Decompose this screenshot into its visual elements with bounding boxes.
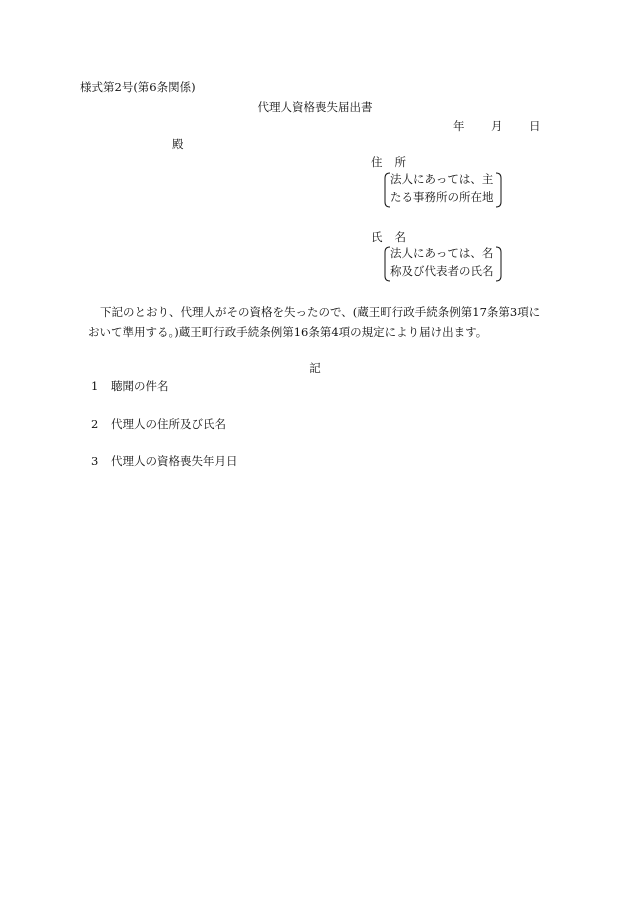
address-note-bracket: [384, 172, 502, 208]
item-number: 1: [91, 379, 99, 393]
body-line-1: 下記のとおり、代理人がその資格を失ったので、(蔵王町行政手続条例第17条第3項に: [100, 305, 541, 319]
item-label: 聴聞の件名: [111, 379, 169, 393]
body-line-2: おいて準用する。)蔵王町行政手続条例第16条第4項の規定により届け出ます。: [88, 324, 488, 339]
date-month-label: 月: [491, 119, 503, 133]
name-note-line-1: 法人にあっては、名: [390, 246, 494, 260]
name-label-char-1: 氏: [371, 230, 383, 244]
address-label-char-1: 住: [371, 155, 383, 169]
item-label: 代理人の住所及び氏名: [111, 417, 226, 431]
item-label: 代理人の資格喪失年月日: [111, 454, 238, 468]
body-paragraph: [88, 303, 558, 342]
address-note-line-2: たる事務所の所在地: [390, 190, 494, 204]
name-label-char-2: 名: [394, 230, 406, 244]
date-line: [453, 120, 541, 134]
ki-heading: 記: [309, 361, 321, 375]
name-note-line-2: 称及び代表者の氏名: [390, 264, 494, 278]
address-label: [371, 156, 406, 170]
form-number: 様式第2号(第6条関係): [80, 80, 196, 94]
date-day-label: 日: [529, 119, 541, 133]
list-item: [91, 380, 169, 394]
name-note-bracket: [384, 246, 502, 282]
addressee-suffix: 殿: [172, 137, 184, 151]
list-item: [91, 455, 238, 469]
name-label: [371, 231, 406, 245]
document-title: 代理人資格喪失届出書: [257, 100, 373, 114]
address-note-line-1: 法人にあっては、主: [390, 172, 494, 186]
list-item: [91, 418, 226, 432]
item-number: 2: [91, 417, 99, 431]
date-year-label: 年: [453, 119, 465, 133]
address-label-char-2: 所: [394, 155, 406, 169]
item-number: 3: [91, 454, 99, 468]
